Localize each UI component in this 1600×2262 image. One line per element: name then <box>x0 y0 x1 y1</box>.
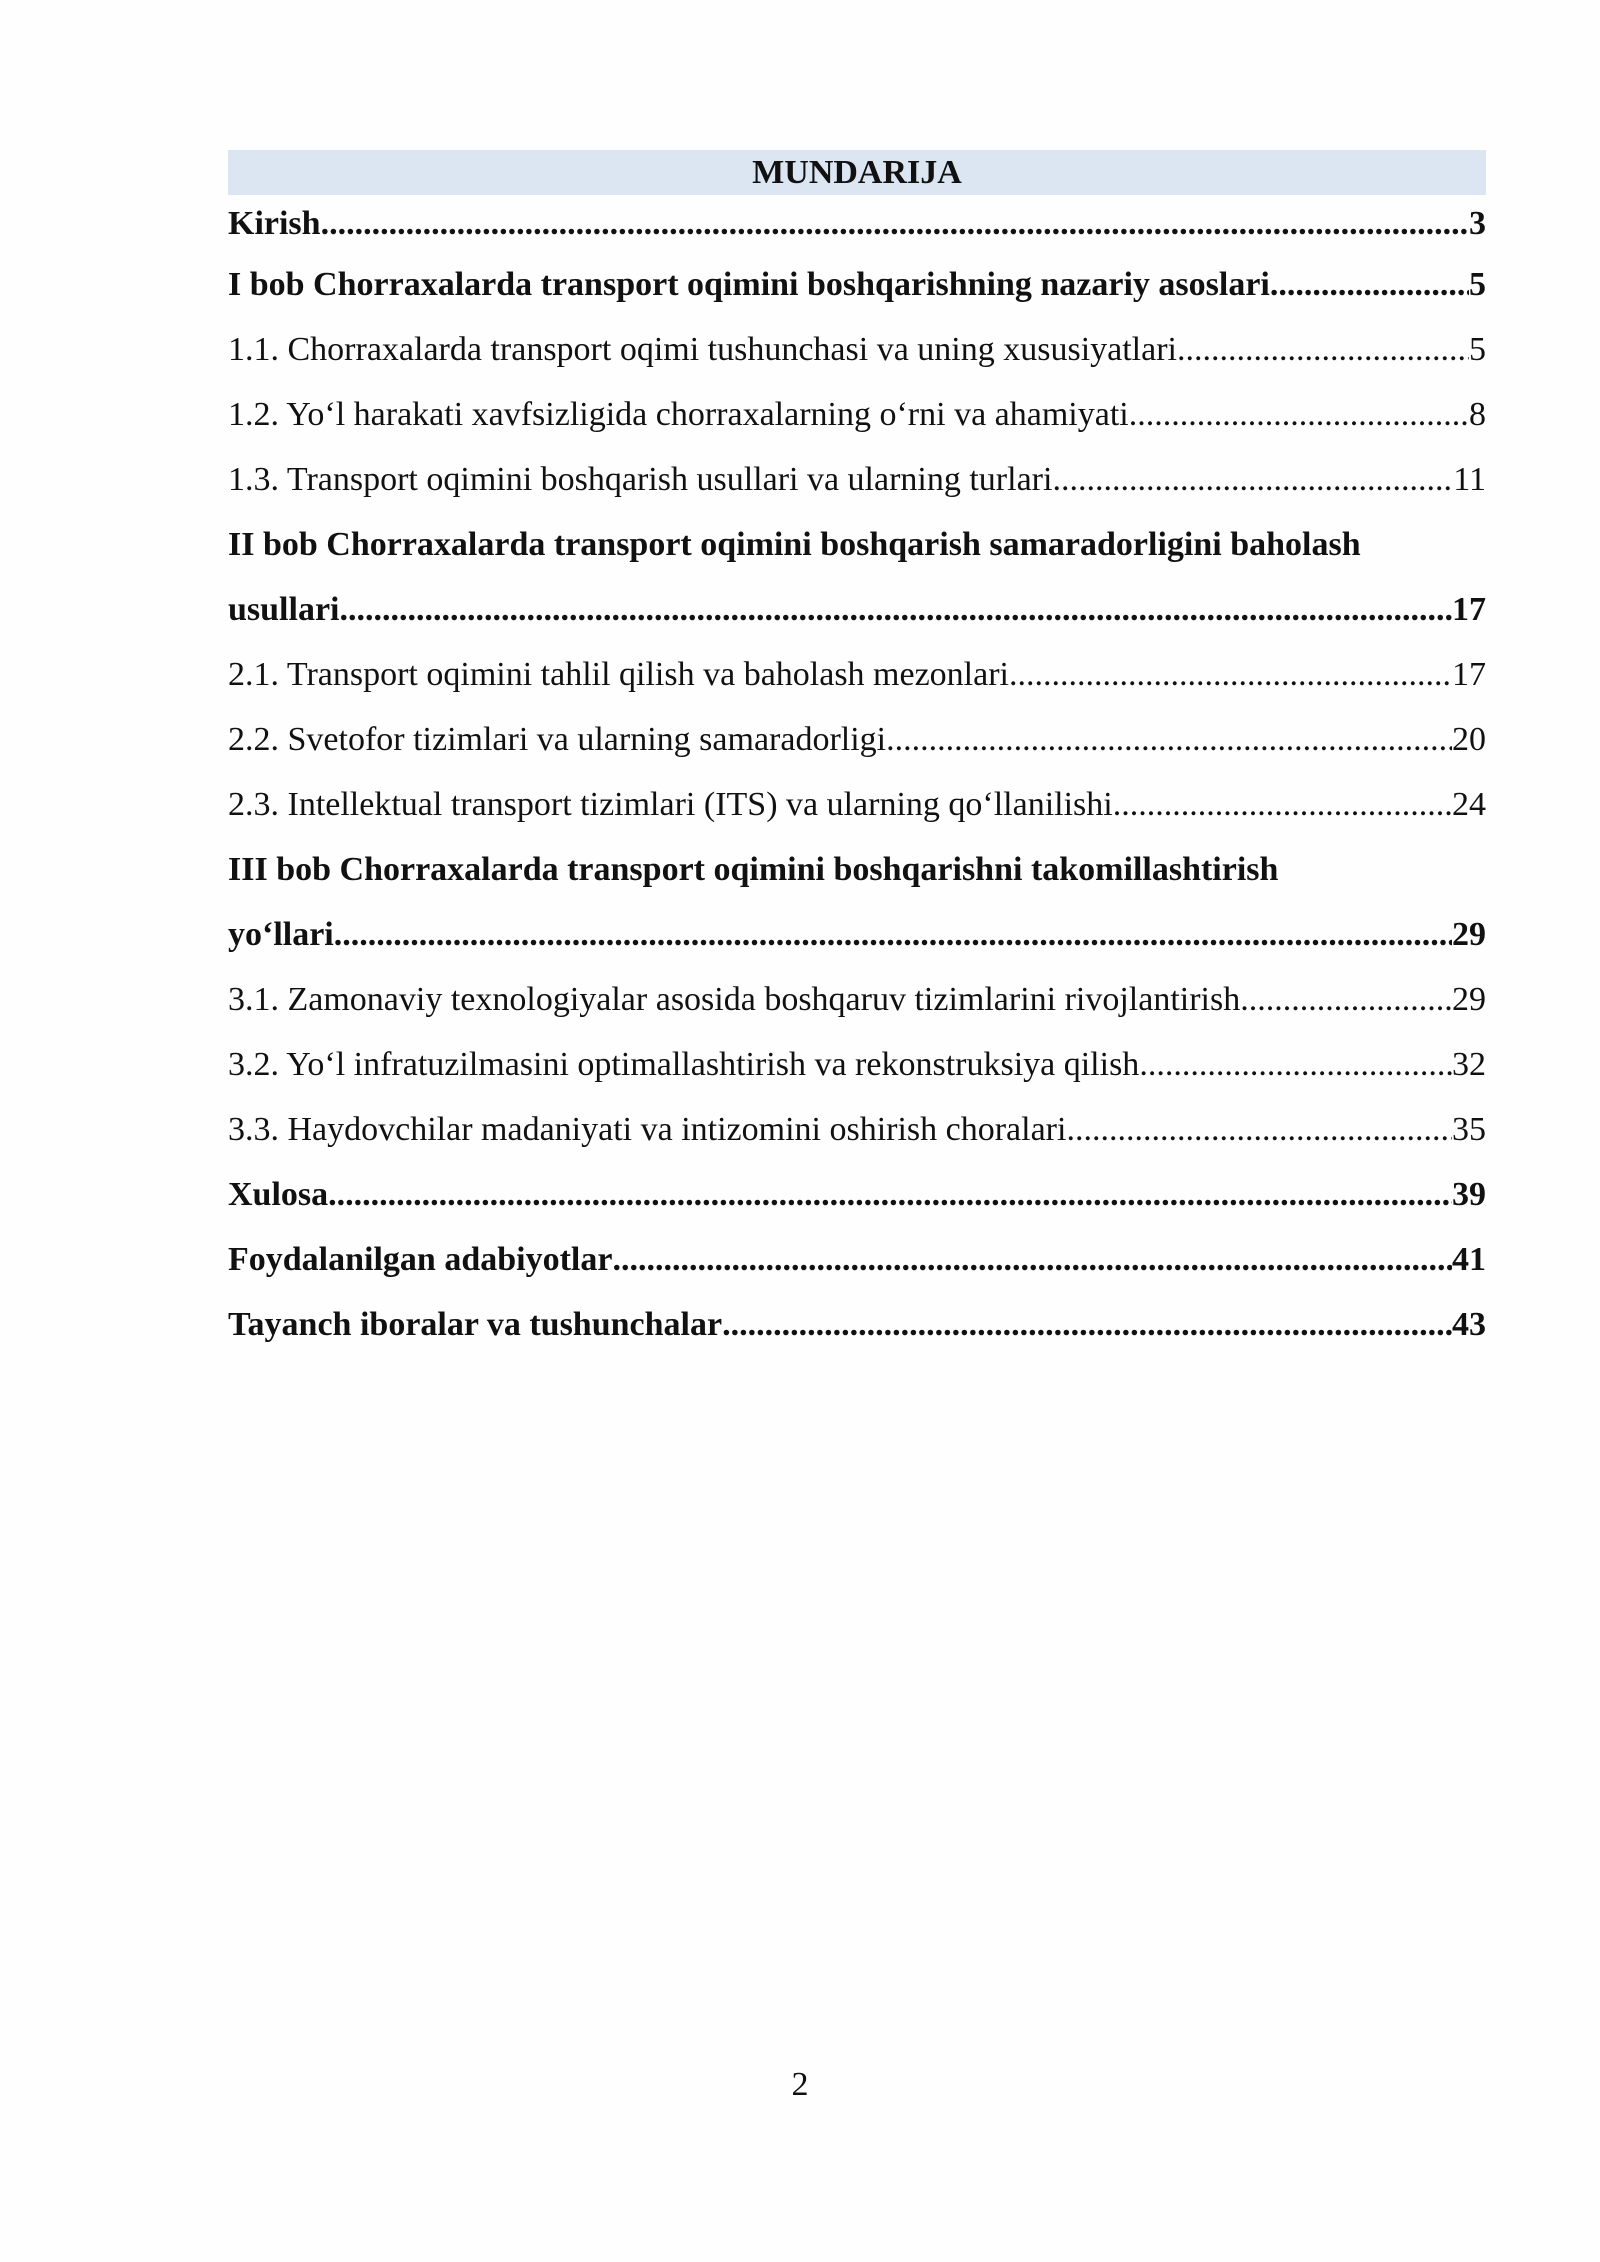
dot-leader <box>1052 447 1453 512</box>
dot-leader <box>722 1292 1452 1357</box>
toc-entry-page: 17 <box>1452 656 1486 693</box>
toc-entry-page: 24 <box>1452 786 1486 823</box>
dot-leader <box>321 195 1469 252</box>
toc-entry-label: Tayanch iboralar va tushunchalar <box>228 1306 723 1343</box>
toc-entry-label: 3.1. Zamonaviy texnologiyalar asosida boshqaruv tizimlarini rivojlantirish <box>228 981 1241 1018</box>
toc-entry-chapter-2-line1[interactable] <box>228 512 1486 577</box>
toc-entry-page: 43 <box>1452 1306 1486 1343</box>
toc-entry-page: 32 <box>1452 1046 1486 1083</box>
toc-entry-label: III bob Chorraxalarda transport oqimini boshqarishni takomillashtirish <box>228 851 1279 888</box>
dot-leader <box>1066 1097 1452 1162</box>
toc-entry-page: 11 <box>1453 461 1486 498</box>
toc-entry-page: 29 <box>1452 916 1486 953</box>
toc-entry-label: I bob Chorraxalarda transport oqimini boshqarishning nazariy asoslari <box>228 266 1270 303</box>
dot-leader <box>334 902 1452 967</box>
toc-entry-page: 41 <box>1452 1241 1486 1278</box>
toc-entry-label: usullari <box>228 591 340 628</box>
dot-leader <box>1139 1032 1452 1097</box>
toc-entry-page: 8 <box>1469 396 1486 433</box>
toc-entry-chapter-3-line1[interactable] <box>228 837 1486 902</box>
toc-entry-section-2-3[interactable] <box>228 772 1486 837</box>
toc-entries <box>228 195 1486 1357</box>
dot-leader <box>339 577 1452 642</box>
toc-title: MUNDARIJA <box>228 150 1486 195</box>
toc-entry-label: Xulosa <box>228 1176 329 1213</box>
toc-entry-label: 3.2. Yo‘l infratuzilmasini optimallashtirish va rekonstruksiya qilish <box>228 1046 1140 1083</box>
toc-entry-chapter-1[interactable] <box>228 252 1486 317</box>
toc-entry-section-2-2[interactable] <box>228 707 1486 772</box>
toc-entry-label: 2.2. Svetofor tizimlari va ularning samaradorligi <box>228 721 887 758</box>
toc-entry-label: 3.3. Haydovchilar madaniyati va intizomini oshirish choralari <box>228 1111 1067 1148</box>
toc-entry-intro[interactable] <box>228 195 1486 252</box>
toc-entry-glossary[interactable] <box>228 1292 1486 1357</box>
toc-entry-label: Kirish <box>228 205 321 242</box>
toc-entry-label: 2.3. Intellektual transport tizimlari (ITS) va ularning qo‘llanilishi <box>228 786 1113 823</box>
toc-entry-page: 39 <box>1452 1176 1486 1213</box>
toc-entry-section-3-3[interactable] <box>228 1097 1486 1162</box>
toc-entry-section-1-3[interactable] <box>228 447 1486 512</box>
toc-entry-label: II bob Chorraxalarda transport oqimini boshqarish samaradorligini baholash <box>228 526 1361 563</box>
dot-leader <box>1009 642 1452 707</box>
toc-entry-page: 35 <box>1452 1111 1486 1148</box>
dot-leader <box>1177 317 1469 382</box>
toc-entry-section-1-1[interactable] <box>228 317 1486 382</box>
toc-entry-page: 5 <box>1469 331 1486 368</box>
page-number: 2 <box>791 2066 809 2103</box>
toc-entry-section-1-2[interactable] <box>228 382 1486 447</box>
toc-entry-label: 1.3. Transport oqimini boshqarish usullari va ularning turlari <box>228 461 1053 498</box>
toc-entry-page: 5 <box>1469 266 1486 303</box>
toc-entry-section-3-2[interactable] <box>228 1032 1486 1097</box>
dot-leader <box>612 1227 1452 1292</box>
toc-entry-page: 29 <box>1452 981 1486 1018</box>
dot-leader <box>1113 772 1452 837</box>
dot-leader <box>1270 252 1469 317</box>
toc-entry-page: 17 <box>1452 591 1486 628</box>
table-of-contents <box>228 150 1486 1357</box>
dot-leader <box>328 1162 1452 1227</box>
toc-entry-page: 20 <box>1452 721 1486 758</box>
toc-entry-label: yo‘llari <box>228 916 334 953</box>
toc-entry-references[interactable] <box>228 1227 1486 1292</box>
toc-entry-chapter-2[interactable] <box>228 577 1486 642</box>
toc-entry-section-2-1[interactable] <box>228 642 1486 707</box>
toc-entry-label: 1.2. Yo‘l harakati xavfsizligida chorraxalarning o‘rni va ahamiyati <box>228 396 1129 433</box>
toc-entry-label: 2.1. Transport oqimini tahlil qilish va baholash mezonlari <box>228 656 1009 693</box>
dot-leader <box>1240 967 1452 1032</box>
dot-leader <box>1129 382 1469 447</box>
toc-entry-section-3-1[interactable] <box>228 967 1486 1032</box>
toc-entry-chapter-3[interactable] <box>228 902 1486 967</box>
toc-entry-label: 1.1. Chorraxalarda transport oqimi tushunchasi va uning xususiyatlari <box>228 331 1177 368</box>
toc-entry-page: 3 <box>1469 205 1486 242</box>
toc-entry-conclusion[interactable] <box>228 1162 1486 1227</box>
toc-entry-label: Foydalanilgan adabiyotlar <box>228 1241 613 1278</box>
dot-leader <box>886 707 1452 772</box>
